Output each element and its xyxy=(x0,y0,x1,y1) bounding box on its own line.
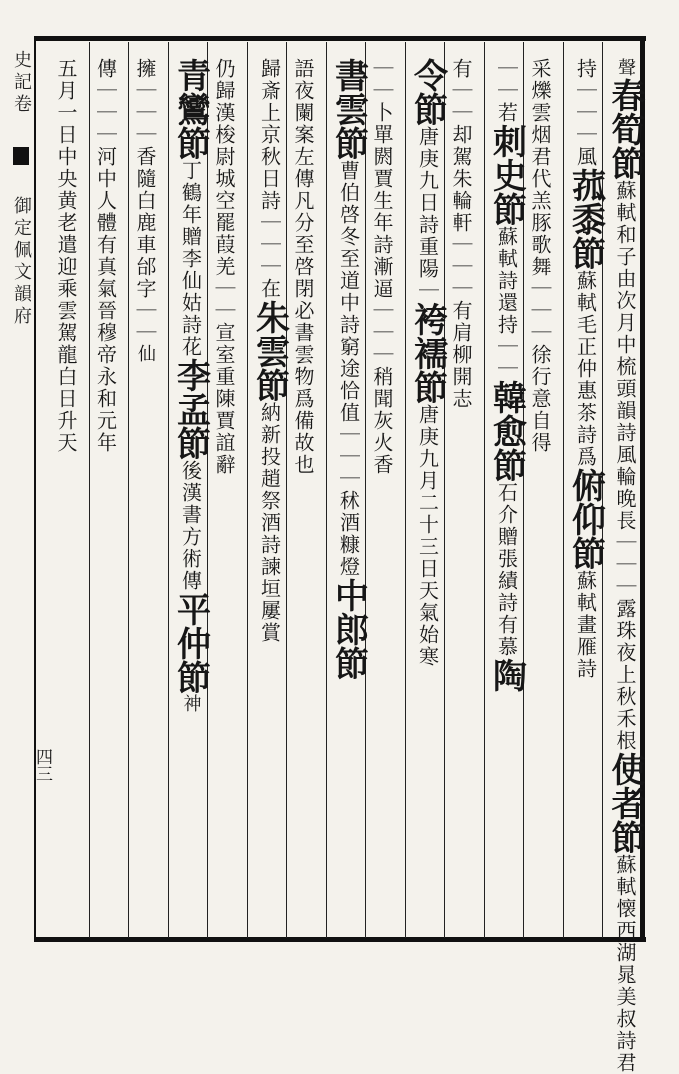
column-divider xyxy=(563,42,564,938)
margin-title: 御定佩文韻府 xyxy=(11,196,32,328)
entry-heading: 韓愈節 xyxy=(486,380,527,482)
entry-heading: 青鸞節 xyxy=(170,58,211,160)
column-divider xyxy=(168,42,169,938)
text-column-10 xyxy=(249,58,290,644)
text-column-9 xyxy=(292,58,314,476)
text-column-5 xyxy=(450,58,472,410)
entry-text: 邰字｜｜ xyxy=(133,256,157,344)
entry-text: 唐庚九日詩重陽｜ xyxy=(415,126,440,302)
column-divider xyxy=(405,42,406,938)
margin-fishtail-mark xyxy=(13,147,29,165)
text-column-2 xyxy=(565,58,606,680)
entry-heading: 使者節 xyxy=(605,752,645,854)
entry-text: 仙 xyxy=(135,344,156,364)
text-column-14 xyxy=(95,58,117,454)
entry-heading: 陶 xyxy=(486,658,527,692)
entry-heading: 李孟節 xyxy=(170,358,211,460)
entry-text: ｜｜｜有肩柳開志 xyxy=(449,234,473,410)
text-column-1 xyxy=(605,58,645,1074)
entry-heading: 朱雲節 xyxy=(249,300,290,402)
column-divider xyxy=(89,42,90,938)
column-divider xyxy=(484,42,485,938)
entry-text: 君代羔豚歌舞｜｜｜徐行意自得 xyxy=(528,146,552,454)
text-column-15 xyxy=(55,58,77,454)
entry-text: 曹伯啓冬至道中詩窮途恰值｜｜｜秫酒糠燈 xyxy=(336,160,361,578)
top-border xyxy=(34,36,646,41)
margin-top-text: 史記卷 xyxy=(11,50,32,116)
entry-text: 唐庚九月二十三日天氣始寒 xyxy=(415,404,440,668)
entry-text: 石介贈張績詩有慕 xyxy=(494,482,519,658)
text-column-13 xyxy=(134,58,156,364)
entry-text: ｜｜卜單閼賈生年 xyxy=(370,58,394,234)
entry-text: 蘇軾毛正仲惠茶詩爲 xyxy=(573,270,598,468)
text-column-12 xyxy=(170,58,211,714)
text-column-11 xyxy=(213,58,235,476)
entry-text: 聲 xyxy=(615,58,636,78)
column-divider xyxy=(128,42,129,938)
entry-text: 蘇軾畫雁詩 xyxy=(573,570,598,680)
page-number: 四三 xyxy=(32,748,52,782)
text-column-4 xyxy=(486,58,527,692)
text-column-6 xyxy=(407,58,448,668)
entry-text: 擁｜｜｜香隨白鹿車 xyxy=(133,58,157,256)
entry-heading: 袴襦節 xyxy=(407,302,448,404)
entry-text: 詩漸逼｜｜｜稍聞灰火香 xyxy=(370,234,394,476)
text-column-8 xyxy=(328,58,369,680)
entry-text: 語夜闌案左傳凡分至啓閉必書雲物爲備故也 xyxy=(291,58,315,476)
entry-text: 持｜｜｜風 xyxy=(573,58,598,168)
bottom-border xyxy=(34,937,646,942)
entry-text: 後漢書方術傳 xyxy=(178,460,203,592)
entry-text: 五月一日中央黄老遣迎乘雲駕龍白日升天 xyxy=(54,58,78,454)
entry-text: 神 xyxy=(180,694,202,714)
entry-text: ｜｜若 xyxy=(494,58,519,124)
entry-heading: 中郎節 xyxy=(328,578,369,680)
entry-text: 歸斎上京秋日詩｜｜｜在 xyxy=(257,58,282,300)
entry-text: 傳｜｜｜河中人體有真氣晉穆帝永和元年 xyxy=(93,58,118,454)
entry-text: 蘇軾詩還持｜｜ xyxy=(494,226,519,380)
entry-heading: 刺史節 xyxy=(486,124,527,226)
entry-text: 蘇軾懐西湖晁美叔詩君 xyxy=(613,854,637,1074)
margin-header xyxy=(2,50,34,470)
entry-heading: 令節 xyxy=(407,58,448,126)
entry-heading: 書雲節 xyxy=(328,58,369,160)
entry-text: ｜却駕朱輪軒 xyxy=(449,102,473,234)
entry-text: 蘇軾和子由次月中梳頭韻詩風輪晚長｜｜｜露珠夜上秋禾根 xyxy=(613,180,637,752)
column-divider xyxy=(326,42,327,938)
entry-text: ｜｜宣室重陳賈誼辭 xyxy=(212,278,236,476)
entry-text: 納新投趙祭酒詩諫垣屢賞 xyxy=(257,402,282,644)
entry-text: 仍歸漢梭尉城空罷葭羌 xyxy=(212,58,236,278)
entry-text: 有｜ xyxy=(449,58,473,102)
entry-heading: 平仲節 xyxy=(170,592,211,694)
entry-heading: 春筍節 xyxy=(605,78,645,180)
entry-heading: 俯仰節 xyxy=(565,468,606,570)
text-column-3 xyxy=(529,58,551,454)
entry-heading: 菰黍節 xyxy=(565,168,606,270)
column-divider xyxy=(247,42,248,938)
entry-text: 丁鶴年贈李仙姑詩花 xyxy=(178,160,203,358)
entry-text: 采爍雲烟 xyxy=(528,58,552,146)
text-column-7 xyxy=(371,58,393,476)
left-border xyxy=(34,36,36,942)
